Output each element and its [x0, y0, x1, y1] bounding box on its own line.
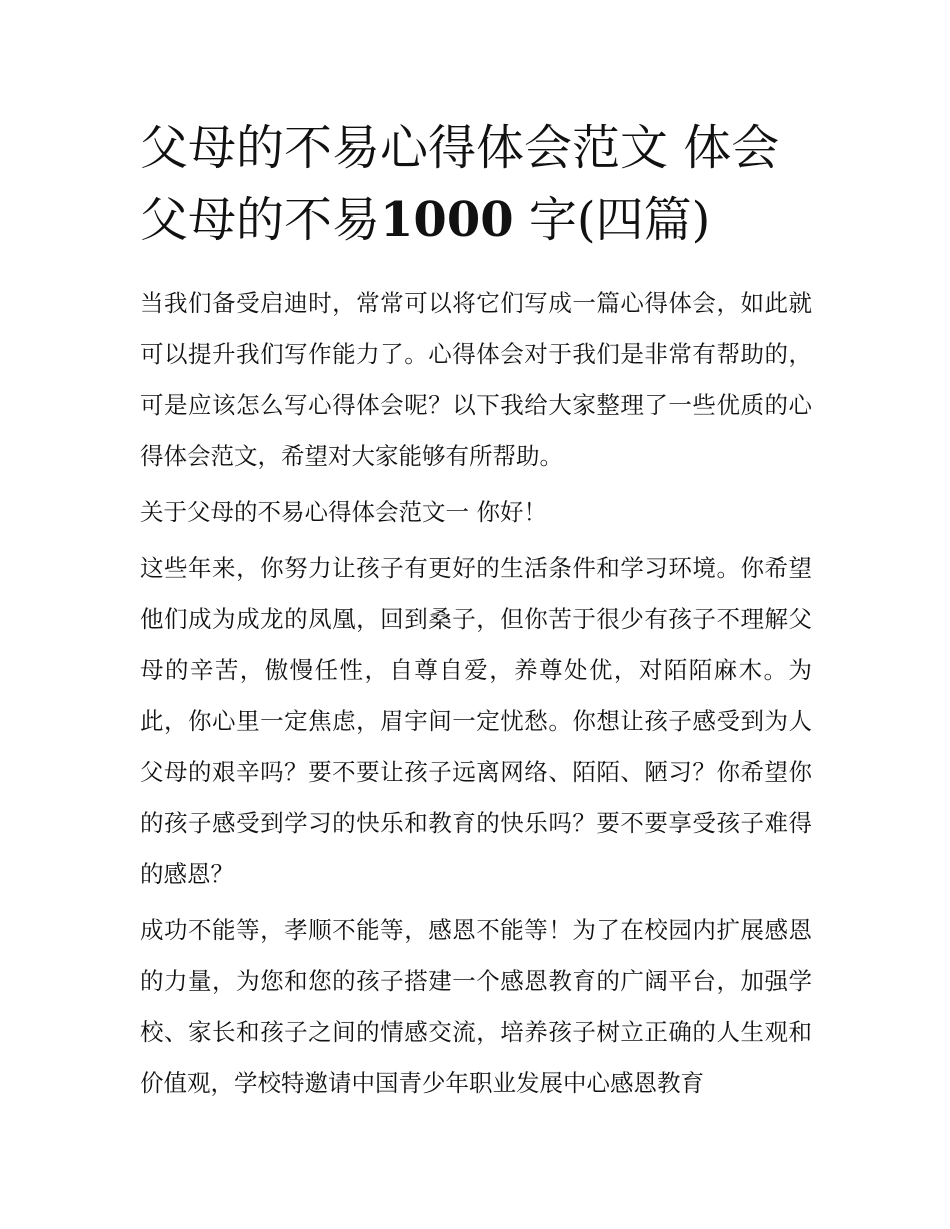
title-number: 1000 [380, 192, 514, 248]
document-title [140, 112, 812, 256]
section-heading-paragraph: 关于父母的不易心得体会范文一 你好！ [140, 498, 547, 526]
body-paragraph: 成功不能等，孝顺不能等，感恩不能等！为了在校园内扩展感恩的力量，为您和您的孩子搭建一个感恩教育的广阔平台，加强学校、家长和孩子之间的情感交流，培养孩子树立正确的人生观和价值观，学校特邀请中国青少年职业发展中心感恩教育 [140, 916, 812, 1097]
body-paragraph: 这些年来，你努力让孩子有更好的生活条件和学习环境。你希望他们成为成龙的凤凰，回到桑子，但你苦于很少有孩子不理解父母的辛苦，傲慢任性，自尊自爱，养尊处优，对陌陌麻木。为此，你心里一定焦虑，眉宇间一定忧愁。你想让孩子感受到为人父母的艰辛吗？要不要让孩子远离网络、陌陌、陋习？你希望你的孩子感受到学习的快乐和教育的快乐吗？要不要享受孩子难得的感恩？ [140, 554, 812, 888]
intro-paragraph: 当我们备受启迪时，常常可以将它们写成一篇心得体会，如此就可以提升我们写作能力了。心得体会对于我们是非常有帮助的，可是应该怎么写心得体会呢？以下我给大家整理了一些优质的心得体会范文，希望对大家能够有所帮助。 [140, 289, 812, 470]
title-text: 父母的不易心得体会范文 体会父母的不易 [140, 120, 780, 248]
document-body [140, 112, 812, 1114]
title-suffix: 字(四篇) [513, 192, 711, 248]
